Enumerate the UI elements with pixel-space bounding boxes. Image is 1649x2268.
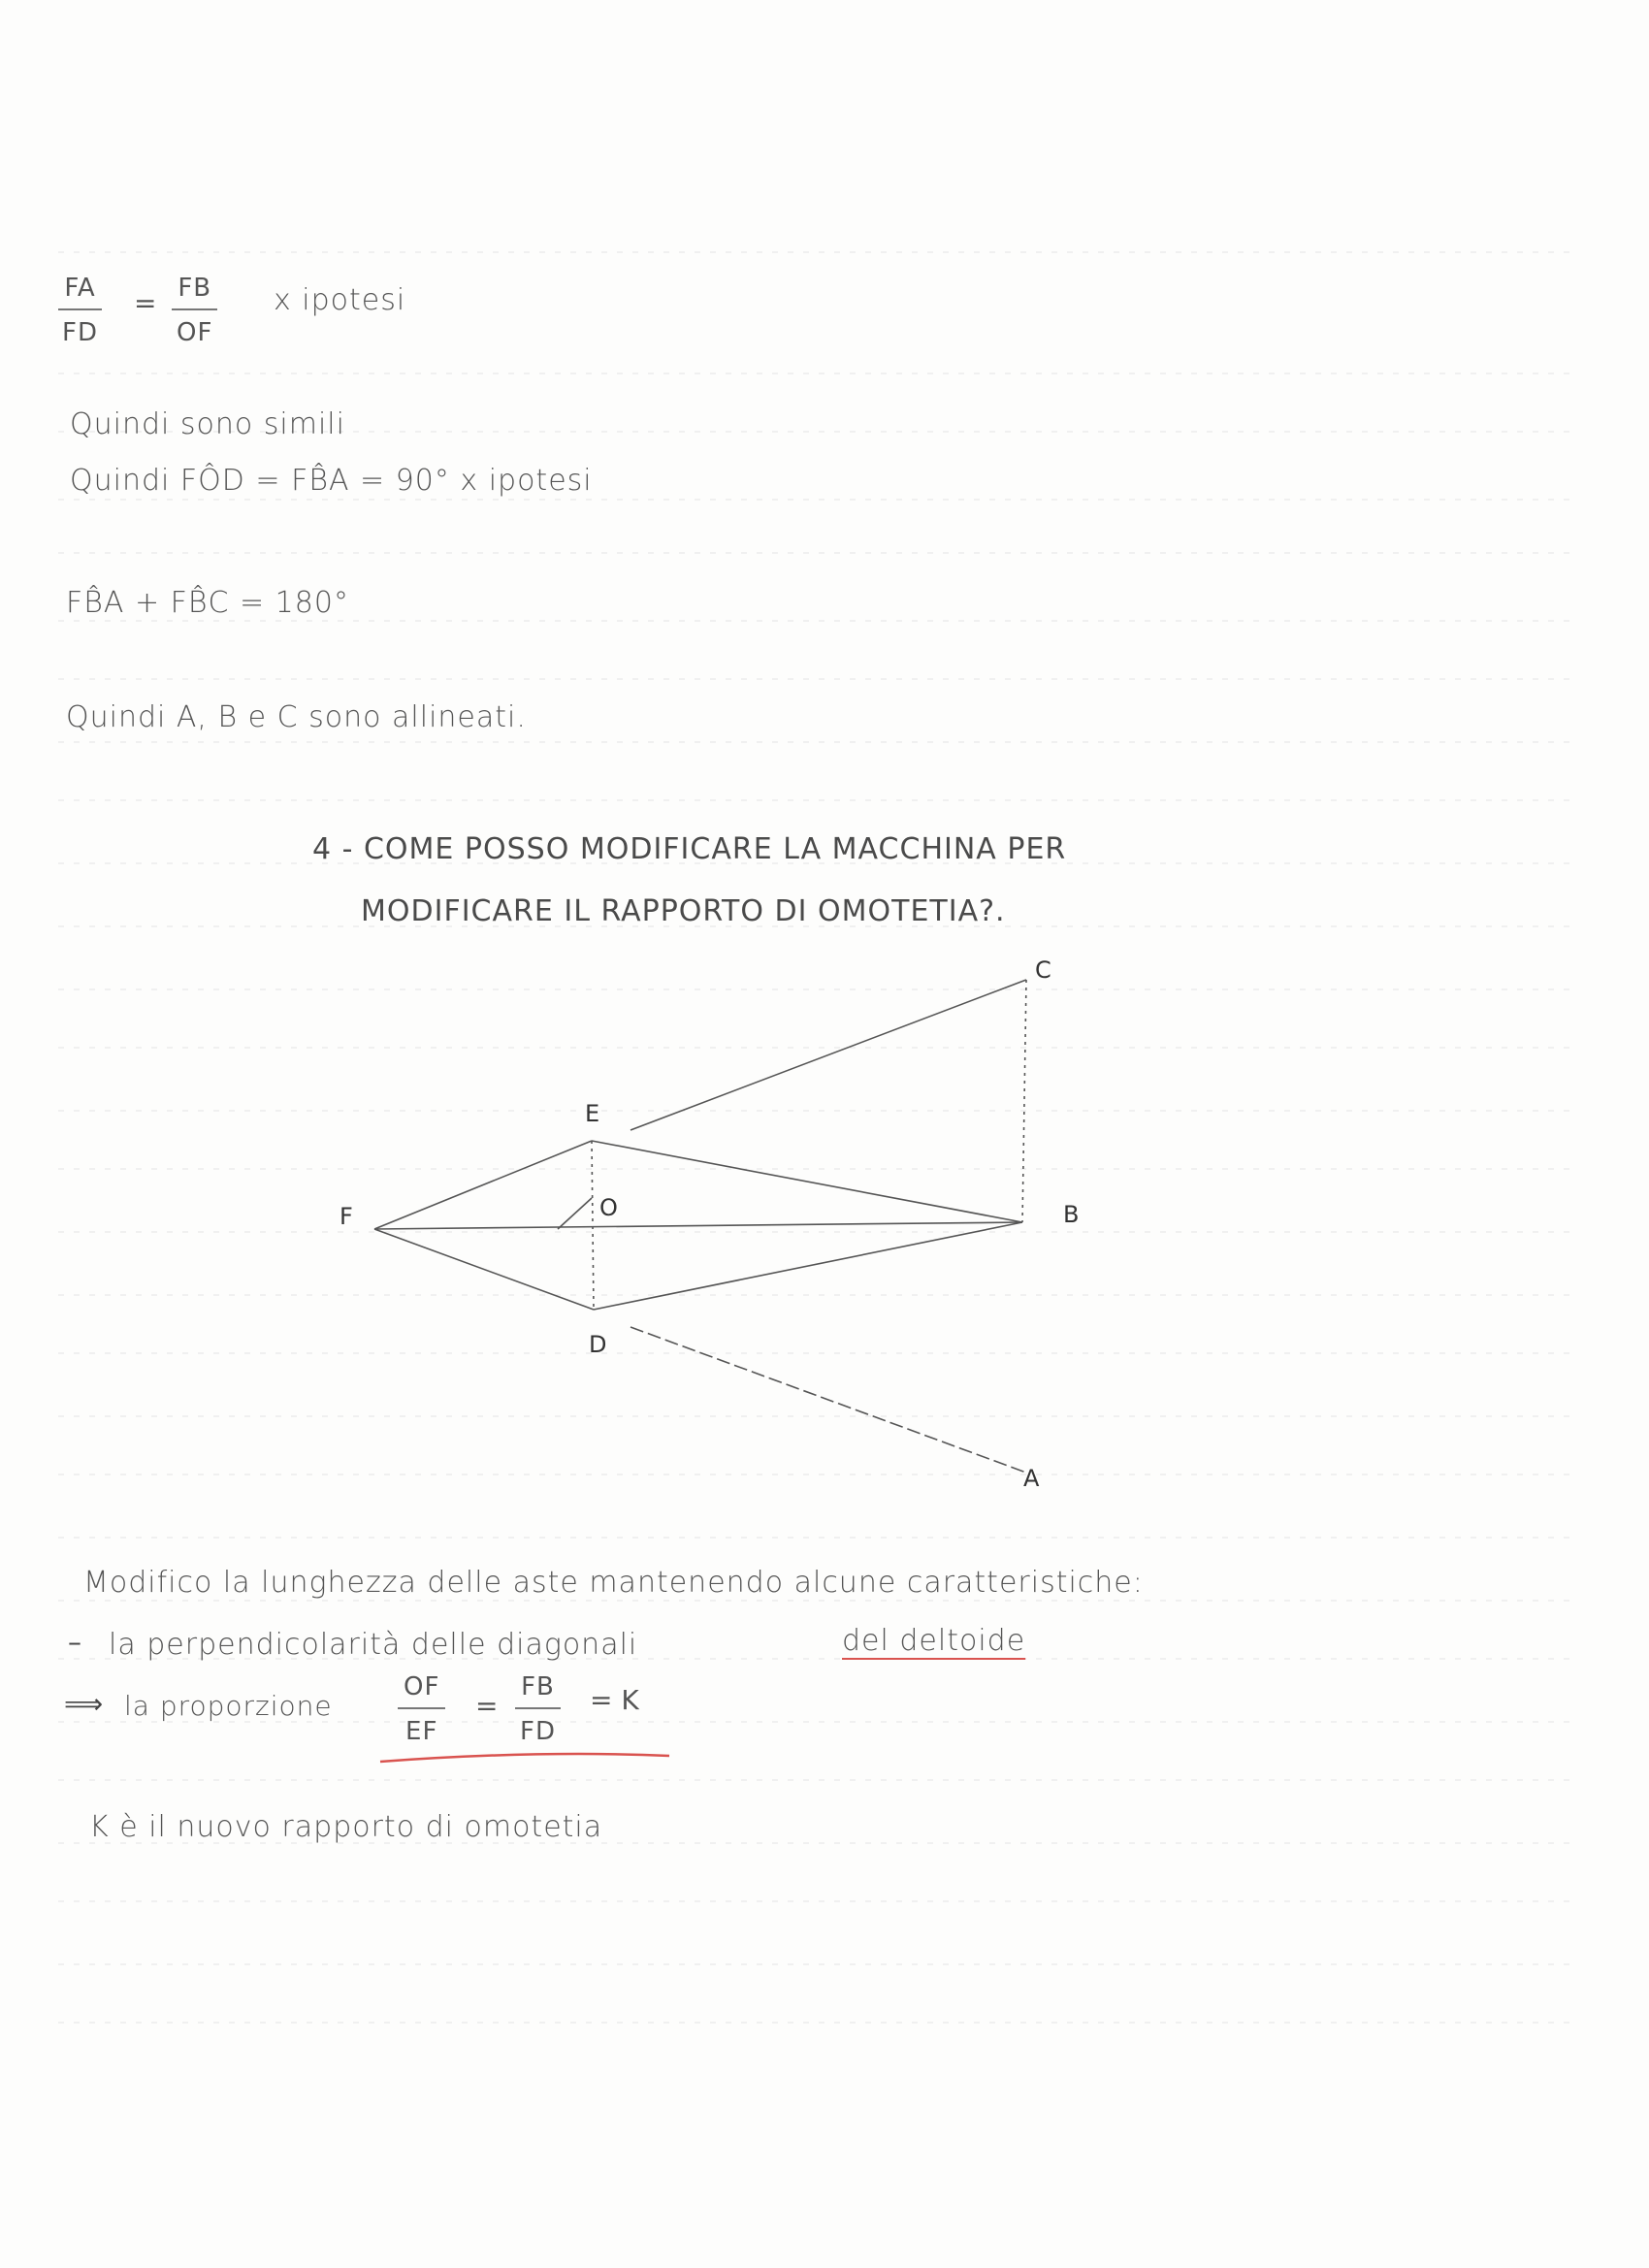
segment-da <box>630 1327 1026 1473</box>
segment-ec <box>630 980 1026 1130</box>
prop-equals-k: = K <box>590 1684 639 1716</box>
ratio-fb-of <box>171 274 218 347</box>
prop-equals-1: = <box>475 1690 499 1722</box>
ratio-rhs-numerator: FB <box>172 274 217 310</box>
point-label-a: A <box>1023 1465 1040 1492</box>
ratio-lhs-numerator: FA <box>58 274 101 310</box>
line-similar: Quindi sono simili <box>70 407 345 441</box>
question-line-1: 4 - COME POSSO MODIFICARE LA MACCHINA PER <box>312 832 1067 866</box>
ratio-equals: = <box>134 287 157 319</box>
point-label-b: B <box>1063 1201 1080 1228</box>
bullet-1-underlined: del deltoide <box>842 1624 1026 1658</box>
prop-lhs-denominator: EF <box>405 1717 438 1746</box>
diagonal-ed <box>592 1141 594 1310</box>
point-label-o: O <box>599 1194 618 1221</box>
ratio-rhs-denominator: OF <box>177 318 213 347</box>
segment-eb <box>592 1141 1022 1222</box>
answer-intro: Modifico la lunghezza delle aste mantenendo alcune caratteristiche: <box>83 1566 1144 1600</box>
deltoid-diagram <box>310 941 1164 1523</box>
segment-df <box>374 1229 594 1310</box>
prop-lhs-numerator: OF <box>398 1672 445 1709</box>
point-label-c: C <box>1035 956 1051 984</box>
prop-fb-fd <box>514 1672 562 1746</box>
bullet-2-arrow: ⟹ <box>64 1688 104 1720</box>
diagonal-fb <box>374 1222 1022 1229</box>
final-statement: K è il nuovo rapporto di omotetia <box>89 1810 603 1844</box>
prop-rhs-numerator: FB <box>515 1672 561 1709</box>
ratio-fa-fd <box>56 274 104 347</box>
angle-mark <box>558 1198 592 1229</box>
prop-rhs-denominator: FD <box>520 1717 556 1746</box>
segment-fe <box>374 1141 592 1229</box>
bullet-1-text: la perpendicolarità delle diagonali <box>109 1628 638 1662</box>
bullet-1-dash: – <box>68 1626 81 1658</box>
line-angle-sum: FB̂A + FB̂C = 180° <box>66 586 349 620</box>
ratio-note: x ipotesi <box>274 283 406 317</box>
prop-of-ef <box>398 1672 445 1746</box>
bullet-2-text: la proporzione <box>124 1690 333 1722</box>
point-label-f: F <box>340 1203 353 1230</box>
point-label-e: E <box>585 1100 600 1127</box>
line-angles: Quindi FÔD = FB̂A = 90° x ipotesi <box>70 464 593 498</box>
line-conclusion: Quindi A, B e C sono allineati. <box>66 700 527 734</box>
segment-bd <box>594 1222 1022 1310</box>
question-line-2: MODIFICARE IL RAPPORTO DI OMOTETIA?. <box>361 894 1006 928</box>
segment-cb <box>1022 980 1026 1222</box>
point-label-d: D <box>589 1331 607 1358</box>
ratio-lhs-denominator: FD <box>62 318 98 347</box>
